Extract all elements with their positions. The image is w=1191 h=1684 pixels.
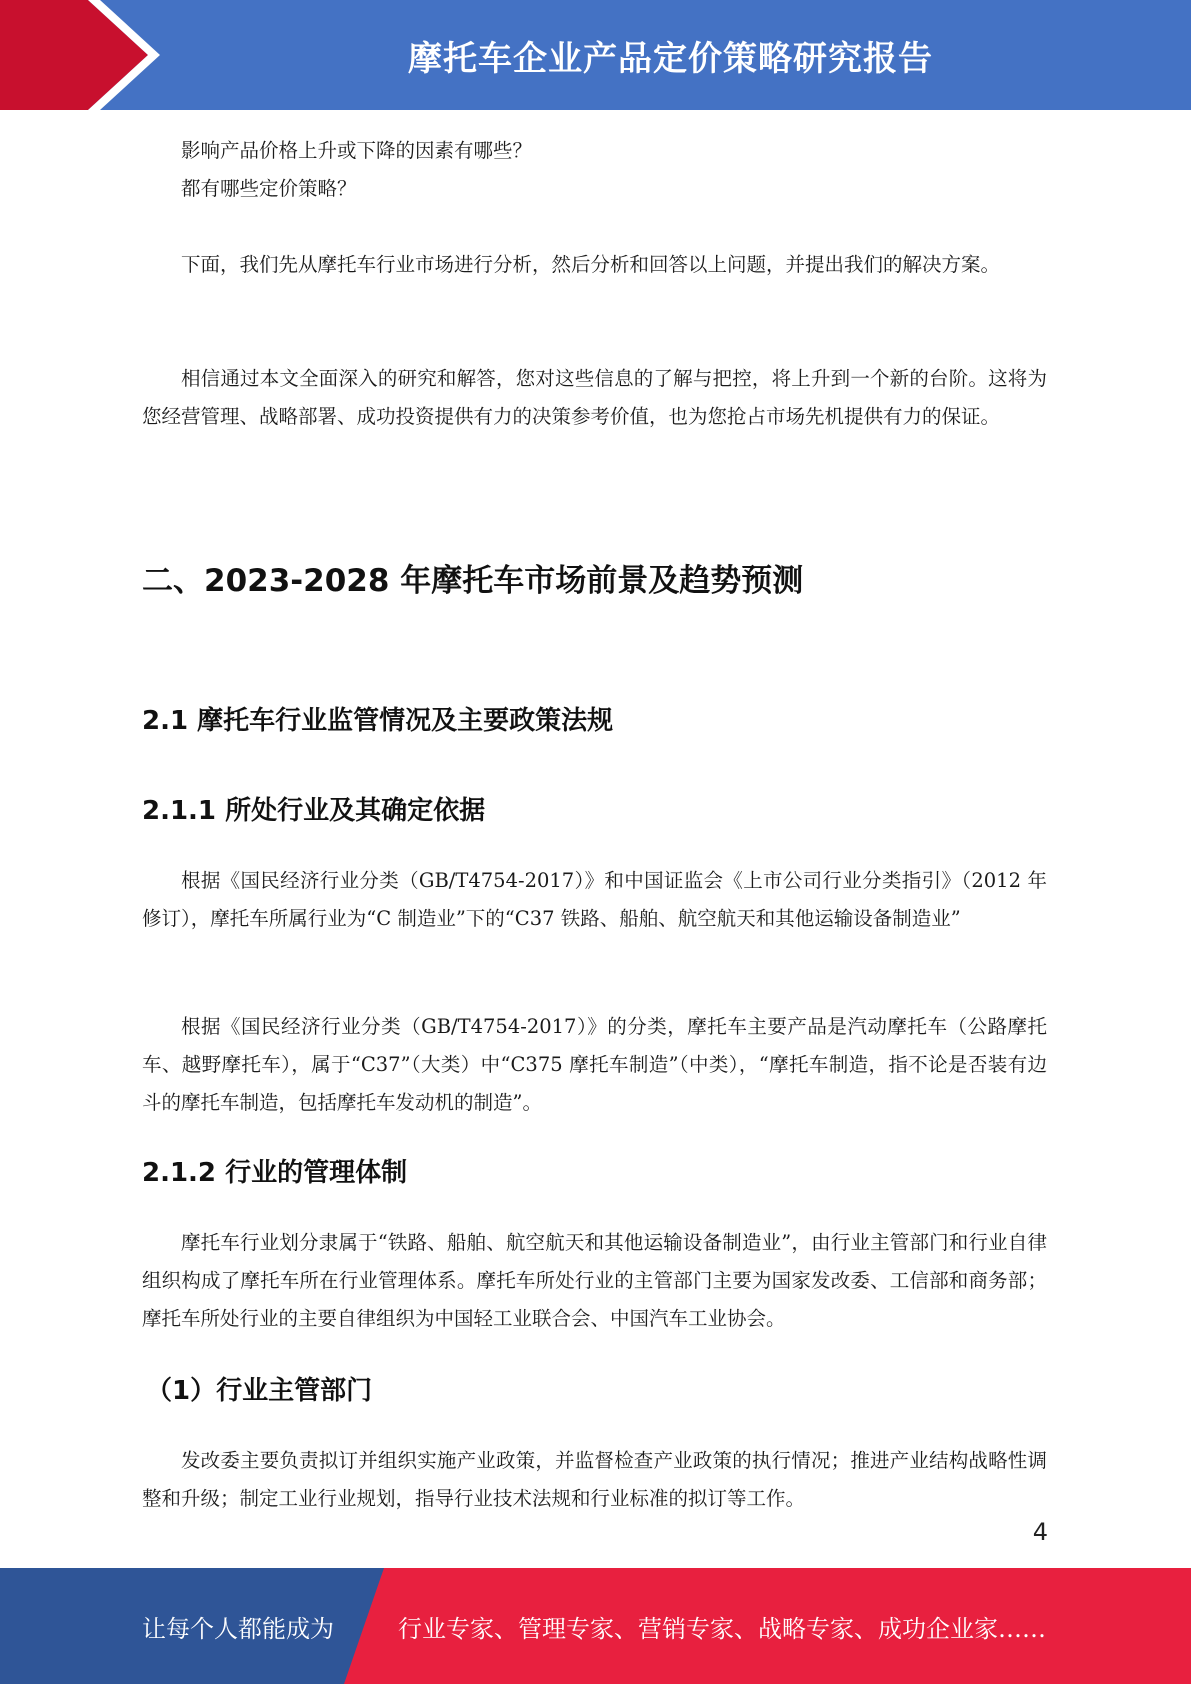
intro-question-2: 都有哪些定价策略？ (181, 177, 357, 200)
report-title (0, 0, 1191, 110)
report-footer-band (0, 1568, 1191, 1684)
subsection-2-1-1-paragraph-2: 根据《国民经济行业分类（GB/T4754-2017）》的分类，摩托车主要产品是汽动摩托车（公路摩托车、越野摩托车），属于“C37”（大类）中“C375 摩托车制造”（中类），“摩托车制造，指不论是否装有边斗的摩托车制造，包括摩托车发动机的制造”。 (142, 1015, 1047, 1114)
subsection-2-1-1-paragraph-2-block (142, 1008, 1047, 1122)
subsection-2-1-1-heading: 2.1.1 所处行业及其确定依据 (142, 796, 486, 826)
subsection-2-1-2-paragraph-1-block (142, 1224, 1047, 1338)
subsection-2-1-1-paragraph-1: 根据《国民经济行业分类（GB/T4754-2017）》和中国证监会《上市公司行业分类指引》（2012 年修订），摩托车所属行业为“C 制造业”下的“C37 铁路、船舶、航空航天和其他运输设备制造业” (142, 869, 1047, 930)
page-number: 4 (1032, 1518, 1048, 1546)
subsection-2-1-heading: 2.1 摩托车行业监管情况及主要政策法规 (142, 706, 614, 736)
subsection-2-1-1-paragraph-1-block (142, 862, 1047, 938)
report-header-band (0, 0, 1191, 110)
intro-paragraph-2-block (142, 360, 1047, 436)
footer-slogan-lead: 让每个人都能成为 (142, 1614, 334, 1643)
intro-paragraph-1-block (142, 246, 1047, 284)
intro-paragraph-2: 相信通过本文全面深入的研究和解答，您对这些信息的了解与把控，将上升到一个新的台阶。这将为您经营管理、战略部署、成功投资提供有力的决策参考价值，也为您抢占市场先机提供有力的保证。 (142, 367, 1047, 428)
item-1-paragraph-1-block (142, 1442, 1047, 1518)
item-1-paragraph-1: 发改委主要负责拟订并组织实施产业政策，并监督检查产业政策的执行情况；推进产业结构战略性调整和升级；制定工业行业规划，指导行业技术法规和行业标准的拟订等工作。 (142, 1449, 1047, 1510)
intro-paragraph-1: 下面，我们先从摩托车行业市场进行分析，然后分析和回答以上问题，并提出我们的解决方案。 (181, 253, 1001, 276)
subsection-2-1-2-heading: 2.1.2 行业的管理体制 (142, 1158, 408, 1188)
report-title-text: 摩托车企业产品定价策略研究报告 (408, 38, 933, 79)
subsection-2-1-2-paragraph-1: 摩托车行业划分隶属于“铁路、船舶、航空航天和其他运输设备制造业”，由行业主管部门和行业自律组织构成了摩托车所在行业管理体系。摩托车所处行业的主管部门主要为国家发改委、工信部和商务部；摩托车所处行业的主要自律组织为中国轻工业联合会、中国汽车工业协会。 (142, 1231, 1047, 1330)
section-heading: 二、2023-2028 年摩托车市场前景及趋势预测 (142, 563, 804, 599)
intro-question-1: 影响产品价格上升或下降的因素有哪些？ (181, 139, 533, 162)
item-1-heading: （1）行业主管部门 (146, 1376, 373, 1406)
footer-slogan-tail: 行业专家、管理专家、营销专家、战略专家、成功企业家…… (398, 1614, 1046, 1643)
